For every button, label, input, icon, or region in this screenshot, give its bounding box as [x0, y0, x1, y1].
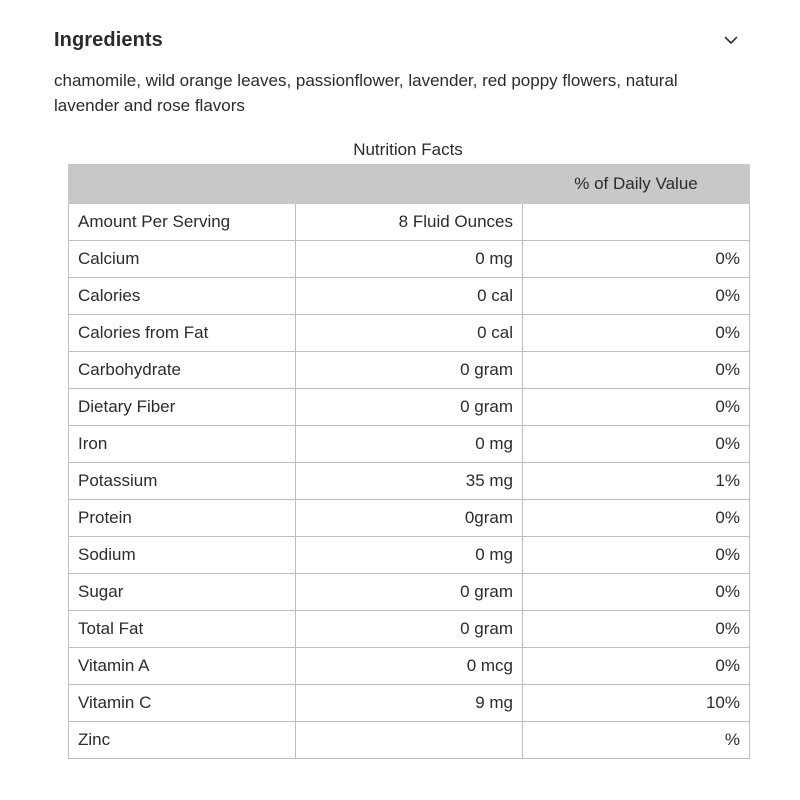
- nutrient-amount-cell: 0 gram: [296, 611, 523, 648]
- nutrient-daily-value-cell: 0%: [523, 315, 750, 352]
- ingredients-accordion-header[interactable]: [54, 24, 746, 56]
- nutrient-name-cell: Vitamin C: [69, 685, 296, 722]
- table-row: [69, 241, 750, 278]
- nutrient-daily-value-cell: 0%: [523, 574, 750, 611]
- nutrient-amount-cell: 0 mg: [296, 537, 523, 574]
- nutrient-name-cell: Calcium: [69, 241, 296, 278]
- nutrient-amount-cell: 0 cal: [296, 278, 523, 315]
- nutrient-daily-value-cell: [523, 204, 750, 241]
- nutrient-daily-value-cell: 0%: [523, 537, 750, 574]
- nutrient-daily-value-cell: 0%: [523, 648, 750, 685]
- table-row: [69, 611, 750, 648]
- nutrient-daily-value-cell: 0%: [523, 278, 750, 315]
- nutrient-name-cell: Amount Per Serving: [69, 204, 296, 241]
- nutrient-amount-cell: 0 mg: [296, 426, 523, 463]
- nutrient-amount-cell: 0 cal: [296, 315, 523, 352]
- nutrient-name-cell: Total Fat: [69, 611, 296, 648]
- nutrient-name-cell: Calories: [69, 278, 296, 315]
- table-row: [69, 537, 750, 574]
- nutrient-daily-value-cell: %: [523, 722, 750, 759]
- table-row: [69, 352, 750, 389]
- nutrient-daily-value-cell: 0%: [523, 352, 750, 389]
- table-row: [69, 426, 750, 463]
- table-header-row: [69, 165, 750, 204]
- nutrition-facts-table: [68, 164, 750, 759]
- nutrient-name-cell: Potassium: [69, 463, 296, 500]
- table-row: [69, 648, 750, 685]
- nutrient-name-cell: Sugar: [69, 574, 296, 611]
- table-row: [69, 685, 750, 722]
- nutrient-daily-value-cell: 0%: [523, 611, 750, 648]
- nutrient-daily-value-cell: 0%: [523, 241, 750, 278]
- nutrient-name-cell: Dietary Fiber: [69, 389, 296, 426]
- nutrient-amount-cell: 0 gram: [296, 352, 523, 389]
- nutrient-daily-value-cell: 0%: [523, 500, 750, 537]
- nutrient-daily-value-cell: 1%: [523, 463, 750, 500]
- header-nutrient: [69, 165, 296, 204]
- table-row: [69, 389, 750, 426]
- nutrient-amount-cell: 35 mg: [296, 463, 523, 500]
- nutrient-daily-value-cell: 0%: [523, 389, 750, 426]
- nutrition-table-body: [69, 204, 750, 759]
- nutrient-amount-cell: 0 gram: [296, 574, 523, 611]
- nutrient-name-cell: Protein: [69, 500, 296, 537]
- nutrient-amount-cell: [296, 722, 523, 759]
- nutrient-name-cell: Sodium: [69, 537, 296, 574]
- nutrient-name-cell: Vitamin A: [69, 648, 296, 685]
- nutrient-amount-cell: 8 Fluid Ounces: [296, 204, 523, 241]
- table-row: [69, 463, 750, 500]
- table-row: [69, 722, 750, 759]
- table-row: [69, 204, 750, 241]
- nutrient-amount-cell: 0gram: [296, 500, 523, 537]
- nutrient-amount-cell: 9 mg: [296, 685, 523, 722]
- table-row: [69, 574, 750, 611]
- nutrient-name-cell: Calories from Fat: [69, 315, 296, 352]
- ingredients-title: Ingredients: [54, 28, 163, 51]
- nutrient-name-cell: Zinc: [69, 722, 296, 759]
- nutrient-amount-cell: 0 gram: [296, 389, 523, 426]
- table-row: [69, 500, 750, 537]
- nutrient-amount-cell: 0 mg: [296, 241, 523, 278]
- nutrient-name-cell: Carbohydrate: [69, 352, 296, 389]
- nutrient-amount-cell: 0 mcg: [296, 648, 523, 685]
- table-row: [69, 278, 750, 315]
- nutrient-name-cell: Iron: [69, 426, 296, 463]
- nutrient-daily-value-cell: 10%: [523, 685, 750, 722]
- chevron-down-icon[interactable]: [720, 29, 742, 51]
- nutrition-facts-caption: Nutrition Facts: [353, 140, 463, 159]
- table-row: [69, 315, 750, 352]
- ingredients-text: chamomile, wild orange leaves, passionflower, lavender, red poppy flowers, natural lavender and rose flavors: [54, 71, 678, 115]
- header-daily-value: % of Daily Value: [523, 165, 750, 204]
- nutrient-daily-value-cell: 0%: [523, 426, 750, 463]
- header-amount: [296, 165, 523, 204]
